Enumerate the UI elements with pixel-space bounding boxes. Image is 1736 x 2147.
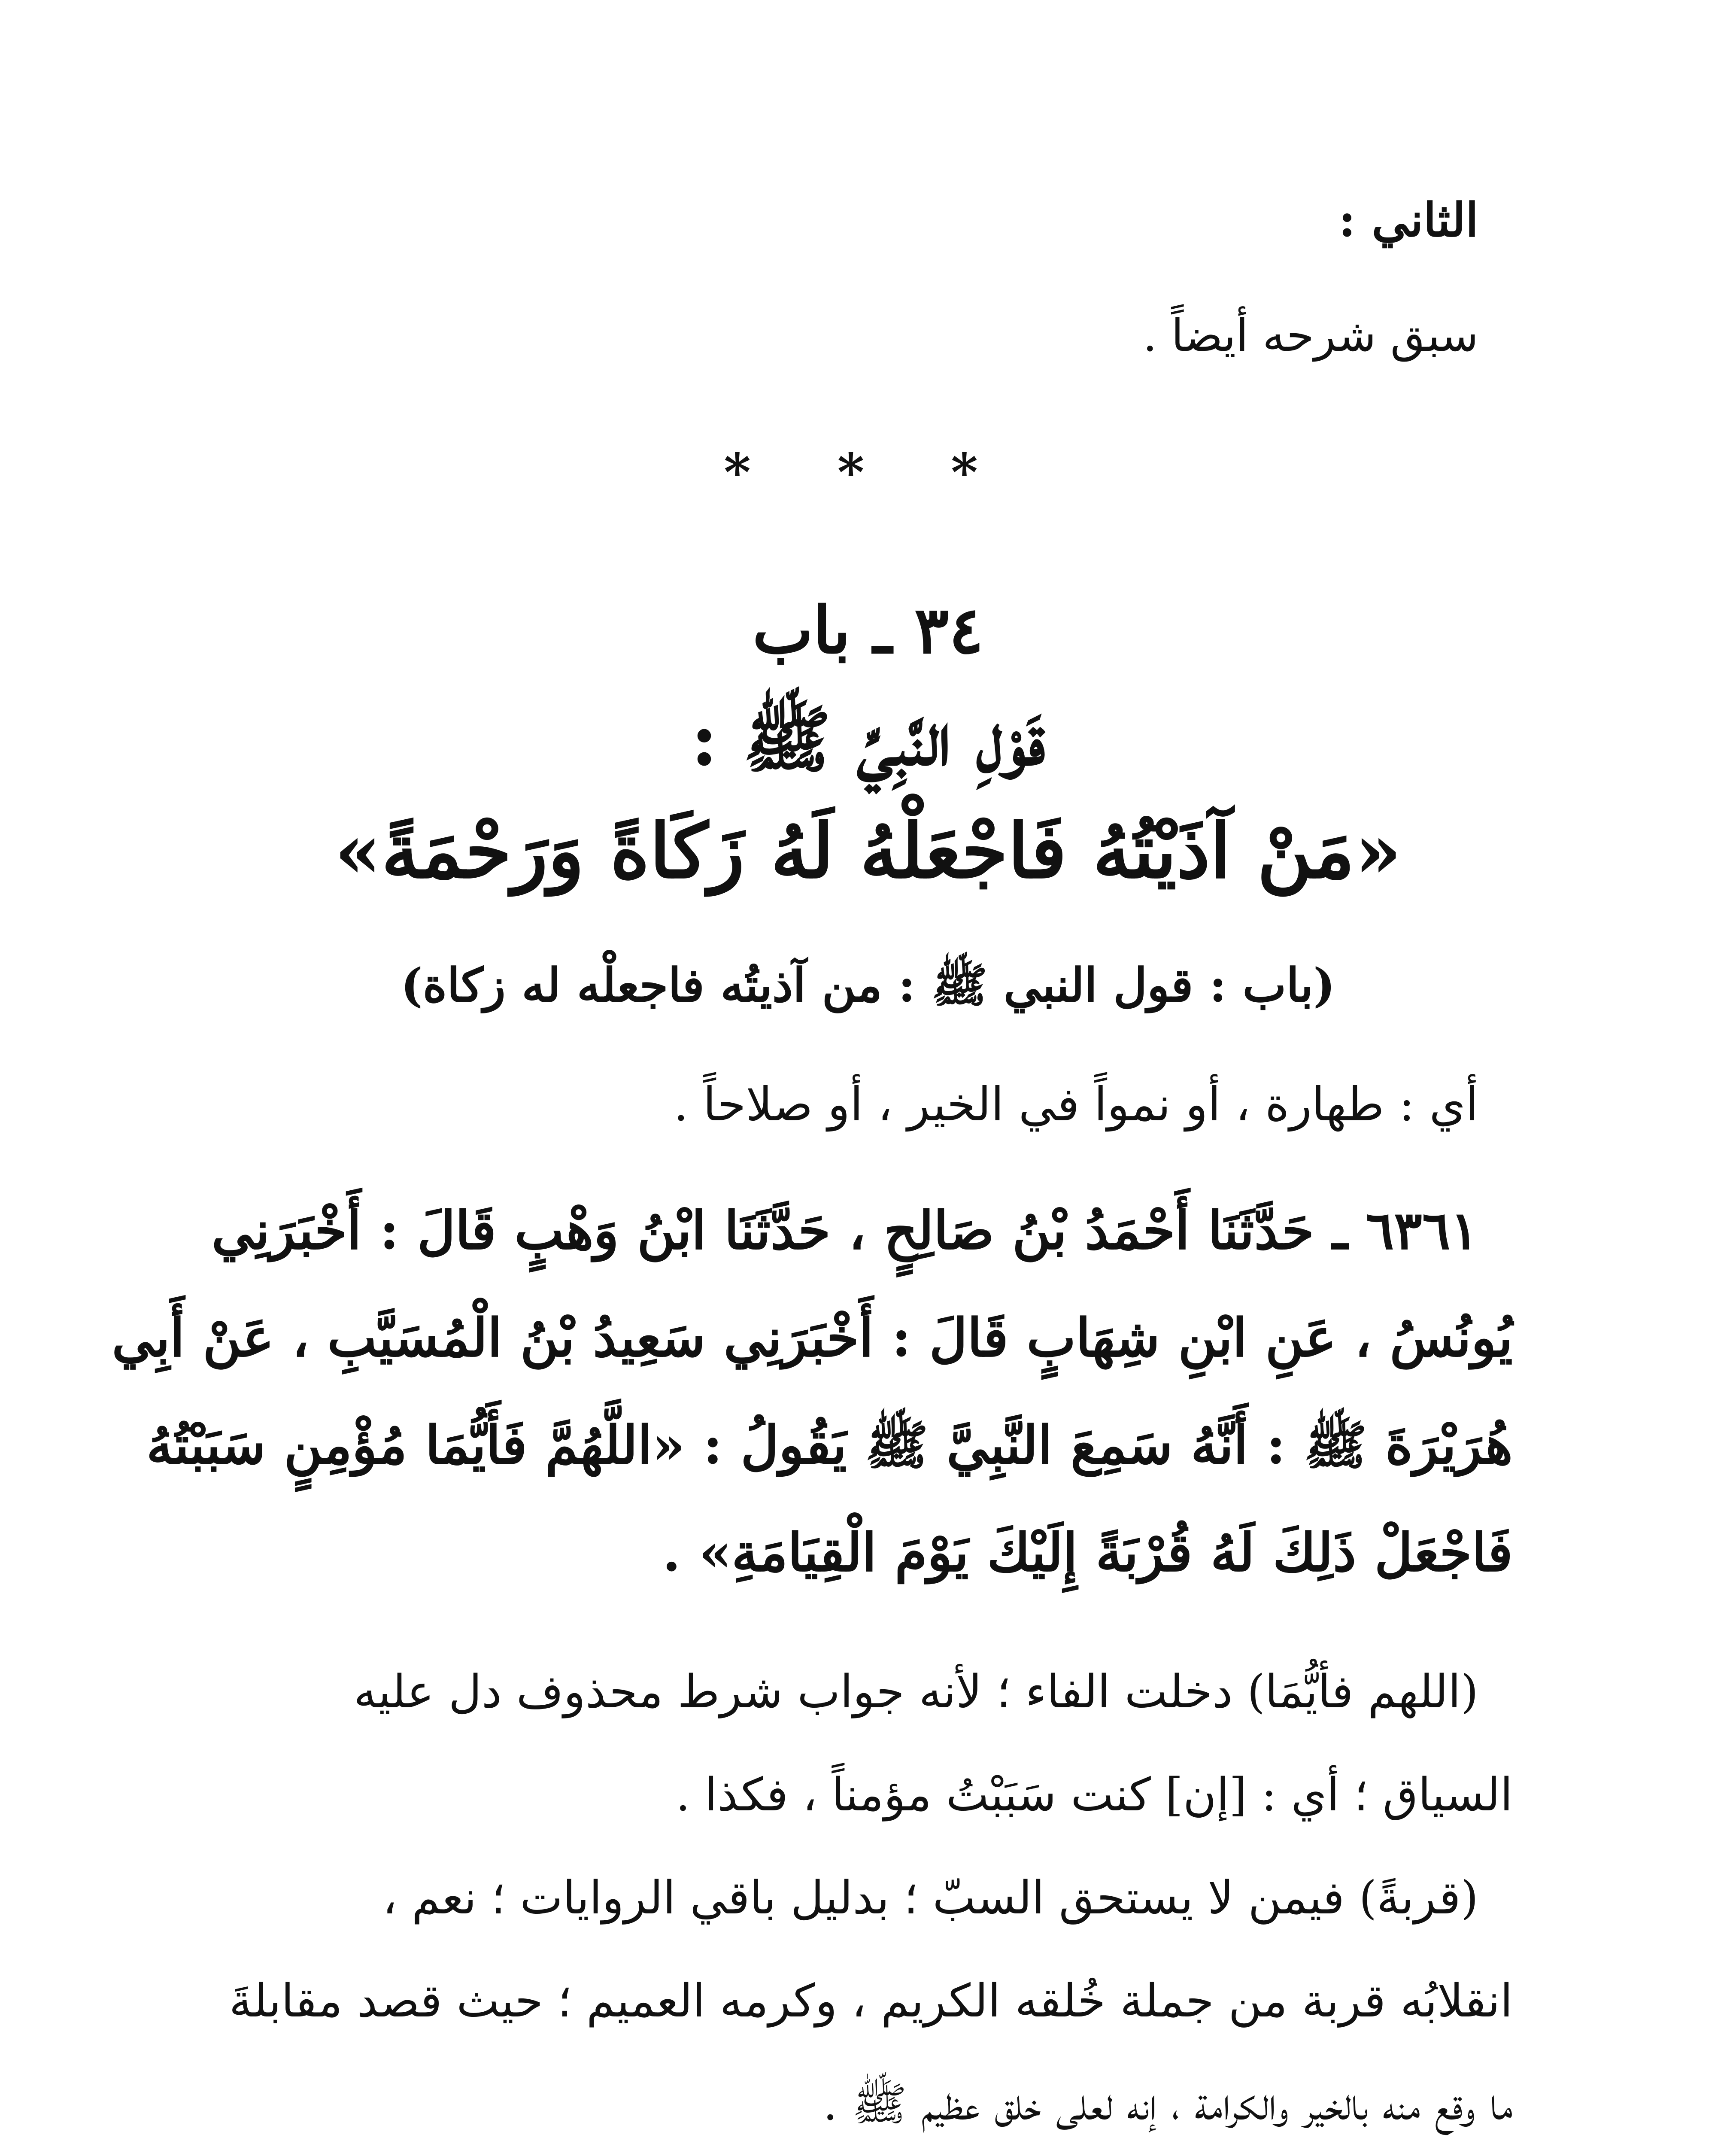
section-note: سبق شرحه أيضاً . xyxy=(1143,309,1478,362)
section-heading: الثاني : xyxy=(1338,193,1478,247)
chapter-title-line2: «مَنْ آذَيْتُهُ فَاجْعَلْهُ لَهُ زَكَاةً وَرَحْمَةً» xyxy=(334,807,1402,895)
hadith-line-4: فَاجْعَلْ ذَلِكَ لَهُ قُرْبَةً إِلَيْكَ يَوْمَ الْقِيَامَةِ» . xyxy=(662,1521,1513,1583)
hadith-line-3: هُرَيْرَةَ ﷺ : أَنَّهُ سَمِعَ النَّبِيَّ ﷺ يَقُولُ : «اللَّهُمَّ فَأَيُّمَا مُؤْمِنٍ سَبَبْتُهُ xyxy=(146,1414,1513,1476)
hadith-paragraph xyxy=(112,1177,1513,1606)
commentary1-line-2: السياق ؛ أي : [إن] كنت سَبَبْتُ مؤمناً ، فكذا . xyxy=(676,1768,1513,1821)
commentary-paragraph-2 xyxy=(223,1846,1513,2147)
chapter-title-line1: قَوْلِ النَّبِيِّ ﷺ : xyxy=(691,696,1045,782)
gloss-paragraph xyxy=(223,1078,1513,1131)
gloss-line: أي : طهارة ، أو نمواً في الخير ، أو صلاحاً . xyxy=(674,1078,1478,1131)
commentary2-line-2: انقلابُه قربة من جملة خُلقه الكريم ، وكرمه العميم ؛ حيث قصد مقابلةَ xyxy=(229,1974,1513,2027)
commentary-paragraph-1 xyxy=(223,1640,1513,1846)
hadith-line-2: يُونُسُ ، عَنِ ابْنِ شِهَابٍ قَالَ : أَخْبَرَنِي سَعِيدُ بْنُ الْمُسَيَّبِ ، عَنْ أَبِي xyxy=(112,1307,1513,1368)
commentary2-line-1: (قربةً) فيمن لا يستحق السبّ ؛ بدليل باقي الروايات ؛ نعم ، xyxy=(382,1871,1478,1924)
bab-quote: (باب : قول النبي ﷺ : من آذيتُه فاجعلْه له زكاة) xyxy=(401,958,1335,1013)
chapter-number: ٣٤ ـ باب xyxy=(752,593,984,668)
separator-top: * * * xyxy=(724,442,1012,503)
commentary2-line-3: ما وقع منه بالخير والكرامة ، إنه لعلى خلق عظيم ﷺ . xyxy=(823,2077,1513,2130)
commentary1-line-1: (اللهم فأيُّمَا) دخلت الفاء ؛ لأنه جواب شرط محذوف دل عليه xyxy=(354,1665,1478,1718)
hadith-line-1: ٦٣٦١ ـ حَدَّثَنَا أَحْمَدُ بْنُ صَالِحٍ ، حَدَّثَنَا ابْنُ وَهْبٍ قَالَ : أَخْبَرَنِي xyxy=(211,1199,1478,1261)
